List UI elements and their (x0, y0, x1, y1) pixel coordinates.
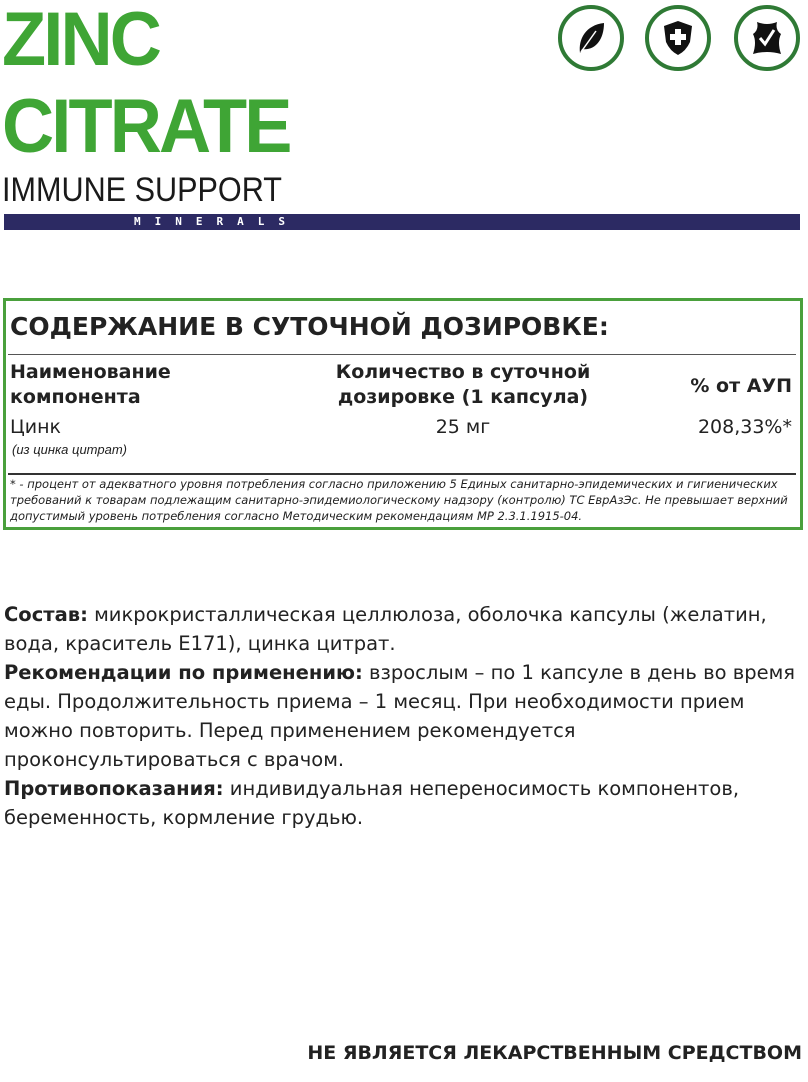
row-note: (из цинка цитрат) (12, 442, 127, 457)
row-percent: 208,33%* (697, 416, 792, 438)
title-zinc: ZINC (2, 0, 160, 82)
contra-label: Противопоказания: (4, 777, 224, 800)
column-header-amount: Количество в суточной дозировке (1 капсула) (335, 361, 591, 408)
usage-label: Рекомендации по применению: (4, 661, 363, 684)
composition-text: микрокристаллическая целлюлоза, оболочка капсулы (желатин, вода, краситель Е171), цинка цитрат. (4, 603, 767, 655)
usage-text: взрослым – по 1 капсуле в день во время еды. Продолжительность приема – 1 месяц. При необходимости прием можно повторить. Перед применением рекомендуется проконсультироваться с врачом. (4, 661, 796, 771)
column-header-percent: % от АУП (690, 375, 792, 397)
row-amount: 25 мг (435, 416, 491, 438)
description (4, 600, 808, 832)
composition-label: Состав: (4, 603, 88, 626)
divider (8, 354, 796, 355)
title-citrate: CITRATE (2, 84, 290, 169)
leaf-icon (558, 5, 624, 71)
shield-plus-icon (645, 5, 711, 71)
divider (8, 473, 796, 475)
leather-check-icon (734, 5, 800, 71)
minerals-band: MINERALS (4, 214, 800, 230)
contra-text: индивидуальная непереносимость компонентов, беременность, кормление грудью. (4, 777, 740, 829)
disclaimer: НЕ ЯВЛЯЕТСЯ ЛЕКАРСТВЕННЫМ СРЕДСТВОМ (307, 1042, 802, 1064)
subtitle: IMMUNE SUPPORT (2, 171, 282, 209)
row-name: Цинк (10, 416, 61, 438)
column-header-name: Наименование компонента (10, 361, 171, 408)
footnote: * - процент от адекватного уровня потребления согласно приложению 5 Единых санитарно-эпидемических и гигиенических требований к товарам подлежащим санитарно-эпидемиологическому надзору (контролю) ТС ЕврАзЭс. Не превышает верхний допустимый уровень потребления согласно Методическим рекомендациям МР 2.3.1.1915-04. (10, 477, 788, 523)
table-heading: СОДЕРЖАНИЕ В СУТОЧНОЙ ДОЗИРОВКЕ: (10, 312, 609, 341)
